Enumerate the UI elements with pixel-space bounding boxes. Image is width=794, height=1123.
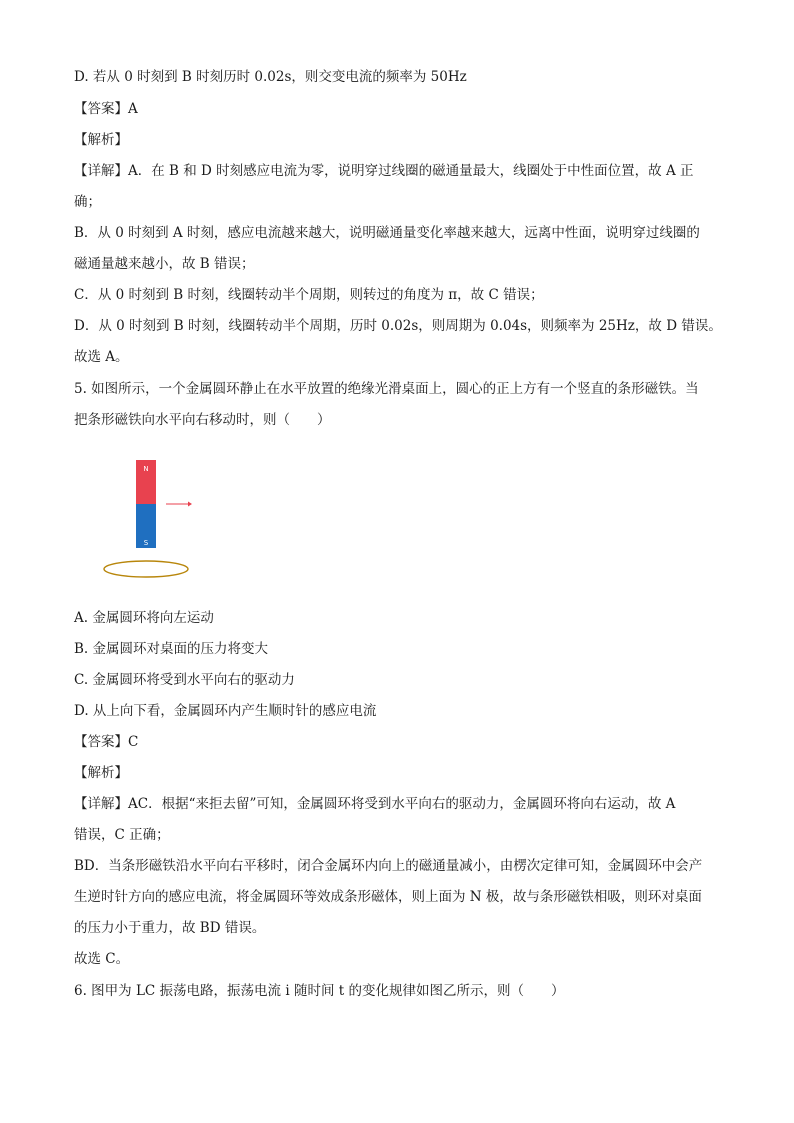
option-c-q5: C. 金属圆环将受到水平向右的驱动力	[74, 672, 295, 688]
north-label: N	[143, 465, 149, 473]
conclusion-q5: 故选 C。	[74, 951, 130, 967]
option-b-q5: B. 金属圆环对桌面的压力将变大	[74, 641, 269, 657]
question-5-line-2: 把条形磁铁向水平向右移动时，则（ ）	[74, 412, 331, 428]
analysis-heading-q4: 【解析】	[74, 132, 128, 148]
question-6-line-1: 6. 图甲为 LC 振荡电路，振荡电流 i 随时间 t 的变化规律如图乙所示，则（ ）	[74, 983, 565, 999]
question-5-line-1: 5. 如图所示，一个金属圆环静止在水平放置的绝缘光滑桌面上，圆心的正上方有一个竖直的条形磁铁。当	[74, 381, 699, 397]
explanation-q5-line-1: 【详解】AC．根据“来拒去留”可知，金属圆环将受到水平向右的驱动力，金属圆环将向右运动，故 A	[74, 796, 676, 812]
explanation-q5-line-5: 的压力小于重力，故 BD 错误。	[74, 920, 266, 936]
analysis-heading-q5: 【解析】	[74, 765, 128, 781]
explanation-q5-line-4: 生逆时针方向的感应电流，将金属圆环等效成条形磁体，则上面为 N 极，故与条形磁铁相吸，则环对桌面	[74, 889, 702, 905]
option-d-q5: D. 从上向下看，金属圆环内产生顺时针的感应电流	[74, 703, 377, 719]
explanation-q4-line-1: 【详解】A．在 B 和 D 时刻感应电流为零，说明穿过线圈的磁通量最大，线圈处于中性面位置，故 A 正	[74, 163, 694, 179]
explanation-q4-line-5: C．从 0 时刻到 B 时刻，线圈转动半个周期，则转过的角度为 π，故 C 错误；	[74, 287, 544, 303]
metal-ring	[104, 561, 188, 577]
explanation-q4-line-3: B．从 0 时刻到 A 时刻，感应电流越来越大，说明磁通量变化率越来越大，远离中性面，说明穿过线圈的	[74, 225, 700, 241]
south-label: S	[143, 539, 149, 547]
explanation-q5-line-2: 错误，C 正确；	[74, 827, 170, 843]
right-arrow-icon	[188, 502, 192, 507]
explanation-q4-line-4: 磁通量越来越小，故 B 错误；	[74, 256, 255, 272]
explanation-q5-line-3: BD．当条形磁铁沿水平向右平移时，闭合金属环内向上的磁通量减小，由楞次定律可知，金属圆环中会产	[74, 858, 703, 874]
conclusion-q4: 故选 A。	[74, 349, 129, 365]
explanation-q4-line-6: D．从 0 时刻到 B 时刻，线圈转动半个周期，历时 0.02s，则周期为 0.04s，则频率为 25Hz，故 D 错误。	[74, 318, 722, 334]
answer-q4: 【答案】A	[74, 101, 138, 117]
explanation-q4-line-2: 确；	[74, 194, 101, 210]
magnet-ring-figure	[96, 452, 196, 582]
option-a-q5: A. 金属圆环将向左运动	[74, 610, 214, 626]
option-d-q4: D. 若从 0 时刻到 B 时刻历时 0.02s，则交变电流的频率为 50Hz	[74, 69, 467, 85]
answer-q5: 【答案】C	[74, 734, 139, 750]
